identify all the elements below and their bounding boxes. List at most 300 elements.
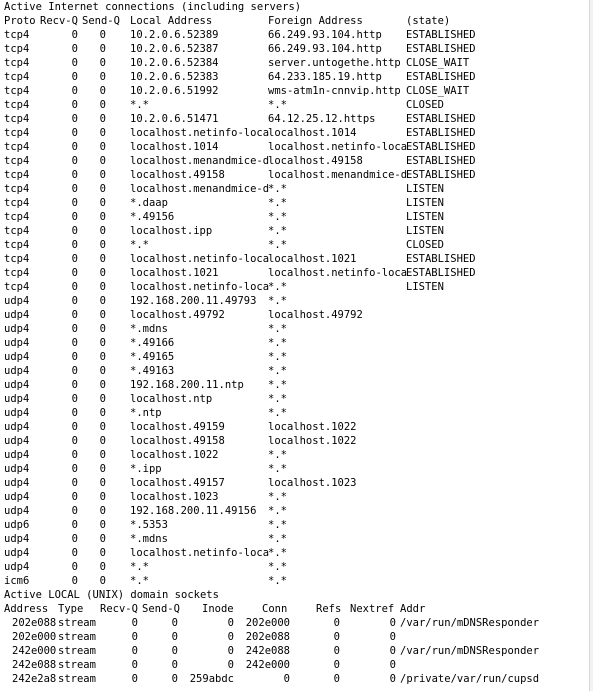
inet-header-proto: Proto — [4, 15, 36, 27]
foreign-address-cell: localhost.1023 — [268, 477, 357, 489]
recv-q-cell: 0 — [71, 253, 78, 265]
state-cell: CLOSE_WAIT — [406, 57, 470, 69]
local-address-cell: 10.2.0.6.51471 — [130, 113, 219, 125]
inet-table-row — [0, 28, 593, 42]
type-cell: stream — [58, 645, 96, 657]
send-q-cell: 0 — [99, 491, 106, 503]
inet-table-row — [0, 574, 593, 588]
proto-cell: udp4 — [4, 421, 30, 433]
local-address-cell: localhost.1022 — [130, 449, 219, 461]
inet-table-row — [0, 546, 593, 560]
local-address-cell: *.ntp — [130, 407, 162, 419]
local-address-cell: localhost.ntp — [130, 393, 213, 405]
recv-q-cell: 0 — [71, 491, 78, 503]
address-cell: 202e000 — [12, 631, 57, 643]
foreign-address-cell: localhost.49158 — [268, 155, 363, 167]
proto-cell: tcp4 — [4, 155, 30, 167]
send-q-cell: 0 — [99, 239, 106, 251]
foreign-address-cell: *.* — [268, 197, 287, 209]
state-cell: LISTEN — [406, 197, 444, 209]
foreign-address-cell: server.untogethe.http — [268, 57, 401, 69]
inet-table-row — [0, 294, 593, 308]
foreign-address-cell: localhost.1022 — [268, 421, 357, 433]
send-q-cell: 0 — [99, 477, 106, 489]
send-q-cell: 0 — [99, 323, 106, 335]
proto-cell: tcp4 — [4, 211, 30, 223]
send-q-cell: 0 — [99, 561, 106, 573]
conn-cell: 242e000 — [245, 659, 290, 671]
local-address-cell: *.49166 — [130, 337, 175, 349]
unix-header-send-q: Send-Q — [142, 603, 180, 615]
send-q-cell: 0 — [99, 449, 106, 461]
recv-q-cell: 0 — [131, 645, 138, 657]
inet-table-row — [0, 392, 593, 406]
nextref-cell: 0 — [389, 673, 396, 685]
send-q-cell: 0 — [99, 519, 106, 531]
inet-table-row — [0, 280, 593, 294]
unix-title-text: Active LOCAL (UNIX) domain sockets — [4, 589, 219, 601]
recv-q-cell: 0 — [71, 365, 78, 377]
inode-cell: 0 — [227, 617, 234, 629]
send-q-cell: 0 — [99, 43, 106, 55]
recv-q-cell: 0 — [71, 337, 78, 349]
inode-cell: 0 — [227, 659, 234, 671]
refs-cell: 0 — [333, 617, 340, 629]
send-q-cell: 0 — [99, 155, 106, 167]
unix-header-refs: Refs — [316, 603, 342, 615]
proto-cell: udp4 — [4, 547, 30, 559]
foreign-address-cell: 64.12.25.12.https — [268, 113, 376, 125]
state-cell: ESTABLISHED — [406, 113, 476, 125]
inode-cell: 0 — [227, 631, 234, 643]
inet-table-row — [0, 518, 593, 532]
proto-cell: udp4 — [4, 337, 30, 349]
local-address-cell: localhost.1021 — [130, 267, 219, 279]
proto-cell: udp4 — [4, 379, 30, 391]
proto-cell: tcp4 — [4, 29, 30, 41]
inet-header-local-address: Local Address — [130, 15, 213, 27]
local-address-cell: localhost.menandmice-d — [130, 155, 270, 167]
send-q-cell: 0 — [171, 659, 178, 671]
send-q-cell: 0 — [99, 141, 106, 153]
local-address-cell: 10.2.0.6.52383 — [130, 71, 219, 83]
inet-table-row — [0, 532, 593, 546]
inet-table-row — [0, 84, 593, 98]
send-q-cell: 0 — [99, 309, 106, 321]
inet-table-row — [0, 350, 593, 364]
unix-header-type: Type — [58, 603, 84, 615]
send-q-cell: 0 — [99, 71, 106, 83]
send-q-cell: 0 — [99, 337, 106, 349]
send-q-cell: 0 — [171, 673, 178, 685]
nextref-cell: 0 — [389, 617, 396, 629]
send-q-cell: 0 — [99, 169, 106, 181]
inet-table-row — [0, 308, 593, 322]
send-q-cell: 0 — [99, 547, 106, 559]
local-address-cell: 192.168.200.11.49156 — [130, 505, 257, 517]
recv-q-cell: 0 — [71, 43, 78, 55]
send-q-cell: 0 — [99, 267, 106, 279]
local-address-cell: *.* — [130, 561, 149, 573]
foreign-address-cell: localhost.1021 — [268, 253, 357, 265]
proto-cell: udp4 — [4, 435, 30, 447]
proto-cell: tcp4 — [4, 267, 30, 279]
send-q-cell: 0 — [99, 393, 106, 405]
recv-q-cell: 0 — [71, 57, 78, 69]
inet-table-row — [0, 112, 593, 126]
conn-cell: 0 — [283, 673, 290, 685]
recv-q-cell: 0 — [71, 547, 78, 559]
recv-q-cell: 0 — [71, 113, 78, 125]
type-cell: stream — [58, 673, 96, 685]
proto-cell: tcp4 — [4, 113, 30, 125]
foreign-address-cell: *.* — [268, 407, 287, 419]
local-address-cell: *.mdns — [130, 323, 168, 335]
send-q-cell: 0 — [99, 197, 106, 209]
foreign-address-cell: *.* — [268, 463, 287, 475]
conn-cell: 202e000 — [245, 617, 290, 629]
inet-table-row — [0, 210, 593, 224]
state-cell: LISTEN — [406, 211, 444, 223]
send-q-cell: 0 — [99, 127, 106, 139]
local-address-cell: localhost.49158 — [130, 435, 225, 447]
state-cell: CLOSED — [406, 99, 444, 111]
inet-table-row — [0, 448, 593, 462]
proto-cell: tcp4 — [4, 281, 30, 293]
local-address-cell: *.* — [130, 99, 149, 111]
recv-q-cell: 0 — [71, 29, 78, 41]
recv-q-cell: 0 — [71, 267, 78, 279]
recv-q-cell: 0 — [131, 659, 138, 671]
local-address-cell: localhost.menandmice-d — [130, 183, 270, 195]
send-q-cell: 0 — [99, 225, 106, 237]
recv-q-cell: 0 — [71, 197, 78, 209]
unix-header-inode: Inode — [202, 603, 234, 615]
state-cell: ESTABLISHED — [406, 71, 476, 83]
unix-table-row — [0, 630, 593, 644]
foreign-address-cell: *.* — [268, 211, 287, 223]
proto-cell: udp4 — [4, 491, 30, 503]
foreign-address-cell: wms-atm1n-cnnvip.http — [268, 85, 401, 97]
inet-table-row — [0, 336, 593, 350]
inet-table-row — [0, 364, 593, 378]
address-cell: 242e000 — [12, 645, 57, 657]
inet-table-row — [0, 560, 593, 574]
inet-table-row — [0, 462, 593, 476]
inet-header-send-q: Send-Q — [82, 15, 120, 27]
proto-cell: udp4 — [4, 365, 30, 377]
inet-table-row — [0, 42, 593, 56]
send-q-cell: 0 — [99, 379, 106, 391]
addr-cell: /var/run/mDNSResponder — [400, 645, 540, 657]
state-cell: ESTABLISHED — [406, 253, 476, 265]
foreign-address-cell: *.* — [268, 519, 287, 531]
foreign-address-cell: *.* — [268, 239, 287, 251]
foreign-address-cell: *.* — [268, 561, 287, 573]
inet-table-row — [0, 406, 593, 420]
inet-table-row — [0, 56, 593, 70]
inet-table-row — [0, 322, 593, 336]
recv-q-cell: 0 — [131, 631, 138, 643]
foreign-address-cell: *.* — [268, 365, 287, 377]
nextref-cell: 0 — [389, 645, 396, 657]
foreign-address-cell: localhost.1014 — [268, 127, 357, 139]
send-q-cell: 0 — [99, 211, 106, 223]
proto-cell: udp4 — [4, 505, 30, 517]
proto-cell: udp4 — [4, 561, 30, 573]
local-address-cell: 10.2.0.6.51992 — [130, 85, 219, 97]
address-cell: 242e2a8 — [12, 673, 57, 685]
inet-header-recv-q: Recv-Q — [40, 15, 78, 27]
inet-table-row — [0, 224, 593, 238]
refs-cell: 0 — [333, 659, 340, 671]
local-address-cell: *.5353 — [130, 519, 168, 531]
local-address-cell: 10.2.0.6.52384 — [130, 57, 219, 69]
local-address-cell: *.daap — [130, 197, 168, 209]
send-q-cell: 0 — [99, 113, 106, 125]
foreign-address-cell: *.* — [268, 281, 287, 293]
send-q-cell: 0 — [99, 85, 106, 97]
addr-cell: /var/run/mDNSResponder — [400, 617, 540, 629]
proto-cell: tcp4 — [4, 71, 30, 83]
inet-title-text: Active Internet connections (including servers) — [4, 1, 302, 13]
proto-cell: tcp4 — [4, 57, 30, 69]
unix-table-row — [0, 658, 593, 672]
inet-table-row — [0, 434, 593, 448]
send-q-cell: 0 — [99, 365, 106, 377]
send-q-cell: 0 — [99, 99, 106, 111]
foreign-address-cell: *.* — [268, 351, 287, 363]
recv-q-cell: 0 — [71, 379, 78, 391]
send-q-cell: 0 — [99, 421, 106, 433]
foreign-address-cell: *.* — [268, 575, 287, 587]
proto-cell: udp4 — [4, 477, 30, 489]
local-address-cell: localhost.netinfo-loca — [130, 253, 270, 265]
recv-q-cell: 0 — [71, 407, 78, 419]
send-q-cell: 0 — [99, 281, 106, 293]
inet-table-row — [0, 126, 593, 140]
unix-header-row — [0, 602, 593, 616]
type-cell: stream — [58, 659, 96, 671]
foreign-address-cell: *.* — [268, 491, 287, 503]
recv-q-cell: 0 — [131, 673, 138, 685]
foreign-address-cell: *.* — [268, 337, 287, 349]
local-address-cell: *.* — [130, 575, 149, 587]
local-address-cell: *.ipp — [130, 463, 162, 475]
state-cell: LISTEN — [406, 183, 444, 195]
state-cell: ESTABLISHED — [406, 29, 476, 41]
inet-table-row — [0, 420, 593, 434]
recv-q-cell: 0 — [71, 533, 78, 545]
inet-table-row — [0, 378, 593, 392]
foreign-address-cell: localhost.netinfo-loca — [268, 141, 408, 153]
state-cell: ESTABLISHED — [406, 141, 476, 153]
inet-table-row — [0, 252, 593, 266]
recv-q-cell: 0 — [71, 309, 78, 321]
state-cell: ESTABLISHED — [406, 155, 476, 167]
inet-table-row — [0, 196, 593, 210]
foreign-address-cell: *.* — [268, 323, 287, 335]
send-q-cell: 0 — [99, 435, 106, 447]
send-q-cell: 0 — [99, 505, 106, 517]
foreign-address-cell: 66.249.93.104.http — [268, 43, 382, 55]
recv-q-cell: 0 — [71, 127, 78, 139]
proto-cell: tcp4 — [4, 239, 30, 251]
local-address-cell: *.49163 — [130, 365, 175, 377]
send-q-cell: 0 — [99, 57, 106, 69]
inet-table-row — [0, 168, 593, 182]
proto-cell: tcp4 — [4, 43, 30, 55]
recv-q-cell: 0 — [71, 351, 78, 363]
send-q-cell: 0 — [99, 407, 106, 419]
proto-cell: udp4 — [4, 533, 30, 545]
recv-q-cell: 0 — [71, 519, 78, 531]
recv-q-cell: 0 — [71, 225, 78, 237]
send-q-cell: 0 — [99, 351, 106, 363]
conn-cell: 202e088 — [245, 631, 290, 643]
type-cell: stream — [58, 631, 96, 643]
recv-q-cell: 0 — [71, 281, 78, 293]
proto-cell: tcp4 — [4, 85, 30, 97]
recv-q-cell: 0 — [71, 183, 78, 195]
foreign-address-cell: 66.249.93.104.http — [268, 29, 382, 41]
unix-header-recv-q: Recv-Q — [100, 603, 138, 615]
proto-cell: udp4 — [4, 393, 30, 405]
local-address-cell: localhost.netinfo-loca — [130, 281, 270, 293]
unix-section-title — [0, 588, 593, 602]
addr-cell: /private/var/run/cupsd — [400, 673, 540, 685]
recv-q-cell: 0 — [71, 239, 78, 251]
local-address-cell: localhost.1014 — [130, 141, 219, 153]
inet-section-title — [0, 0, 593, 14]
address-cell: 202e088 — [12, 617, 57, 629]
proto-cell: tcp4 — [4, 169, 30, 181]
send-q-cell: 0 — [171, 631, 178, 643]
recv-q-cell: 0 — [71, 99, 78, 111]
proto-cell: tcp4 — [4, 225, 30, 237]
proto-cell: udp4 — [4, 449, 30, 461]
local-address-cell: *.49165 — [130, 351, 175, 363]
local-address-cell: localhost.49158 — [130, 169, 225, 181]
local-address-cell: localhost.ipp — [130, 225, 213, 237]
state-cell: CLOSE_WAIT — [406, 85, 470, 97]
foreign-address-cell: *.* — [268, 225, 287, 237]
proto-cell: udp4 — [4, 407, 30, 419]
refs-cell: 0 — [333, 645, 340, 657]
unix-header-conn: Conn — [262, 603, 288, 615]
foreign-address-cell: *.* — [268, 99, 287, 111]
unix-table-row — [0, 616, 593, 630]
local-address-cell: *.49156 — [130, 211, 175, 223]
foreign-address-cell: *.* — [268, 183, 287, 195]
conn-cell: 242e088 — [245, 645, 290, 657]
foreign-address-cell: 64.233.185.19.http — [268, 71, 382, 83]
foreign-address-cell: localhost.netinfo-loca — [268, 267, 408, 279]
local-address-cell: localhost.1023 — [130, 491, 219, 503]
type-cell: stream — [58, 617, 96, 629]
proto-cell: udp4 — [4, 309, 30, 321]
local-address-cell: 192.168.200.11.49793 — [130, 295, 257, 307]
inet-table-row — [0, 476, 593, 490]
recv-q-cell: 0 — [71, 421, 78, 433]
local-address-cell: localhost.49159 — [130, 421, 225, 433]
local-address-cell: 10.2.0.6.52389 — [130, 29, 219, 41]
proto-cell: tcp4 — [4, 99, 30, 111]
proto-cell: icm6 — [4, 575, 30, 587]
recv-q-cell: 0 — [71, 85, 78, 97]
proto-cell: tcp4 — [4, 183, 30, 195]
send-q-cell: 0 — [99, 533, 106, 545]
proto-cell: udp4 — [4, 295, 30, 307]
send-q-cell: 0 — [171, 645, 178, 657]
foreign-address-cell: localhost.49792 — [268, 309, 363, 321]
inet-table-row — [0, 238, 593, 252]
local-address-cell: *.mdns — [130, 533, 168, 545]
inet-table-row — [0, 70, 593, 84]
proto-cell: udp4 — [4, 463, 30, 475]
send-q-cell: 0 — [99, 295, 106, 307]
state-cell: ESTABLISHED — [406, 43, 476, 55]
send-q-cell: 0 — [99, 463, 106, 475]
foreign-address-cell: *.* — [268, 533, 287, 545]
recv-q-cell: 0 — [71, 323, 78, 335]
unix-table-row — [0, 644, 593, 658]
recv-q-cell: 0 — [71, 463, 78, 475]
unix-header-nextref: Nextref — [350, 603, 395, 615]
inet-header-row — [0, 14, 593, 28]
refs-cell: 0 — [333, 673, 340, 685]
foreign-address-cell: *.* — [268, 393, 287, 405]
local-address-cell: localhost.netinfo-loca — [130, 547, 270, 559]
recv-q-cell: 0 — [71, 393, 78, 405]
proto-cell: udp6 — [4, 519, 30, 531]
recv-q-cell: 0 — [71, 141, 78, 153]
foreign-address-cell: *.* — [268, 449, 287, 461]
recv-q-cell: 0 — [71, 477, 78, 489]
inet-header-state: (state) — [406, 15, 451, 27]
proto-cell: tcp4 — [4, 141, 30, 153]
state-cell: ESTABLISHED — [406, 127, 476, 139]
inode-cell: 0 — [227, 645, 234, 657]
inet-table-row — [0, 266, 593, 280]
recv-q-cell: 0 — [71, 295, 78, 307]
recv-q-cell: 0 — [131, 617, 138, 629]
foreign-address-cell: localhost.1022 — [268, 435, 357, 447]
inet-table-body — [0, 28, 593, 588]
inet-table-row — [0, 140, 593, 154]
state-cell: CLOSED — [406, 239, 444, 251]
unix-header-address: Address — [4, 603, 49, 615]
state-cell: LISTEN — [406, 225, 444, 237]
scrollbar-track[interactable] — [589, 0, 593, 691]
inet-header-foreign-address: Foreign Address — [268, 15, 363, 27]
local-address-cell: localhost.49792 — [130, 309, 225, 321]
proto-cell: tcp4 — [4, 197, 30, 209]
inet-table-row — [0, 504, 593, 518]
send-q-cell: 0 — [99, 29, 106, 41]
inode-cell: 259abdc — [189, 673, 234, 685]
nextref-cell: 0 — [389, 631, 396, 643]
proto-cell: udp4 — [4, 351, 30, 363]
unix-table-row — [0, 672, 593, 686]
send-q-cell: 0 — [99, 183, 106, 195]
recv-q-cell: 0 — [71, 561, 78, 573]
state-cell: ESTABLISHED — [406, 267, 476, 279]
proto-cell: tcp4 — [4, 127, 30, 139]
inet-table-row — [0, 490, 593, 504]
proto-cell: udp4 — [4, 323, 30, 335]
recv-q-cell: 0 — [71, 155, 78, 167]
